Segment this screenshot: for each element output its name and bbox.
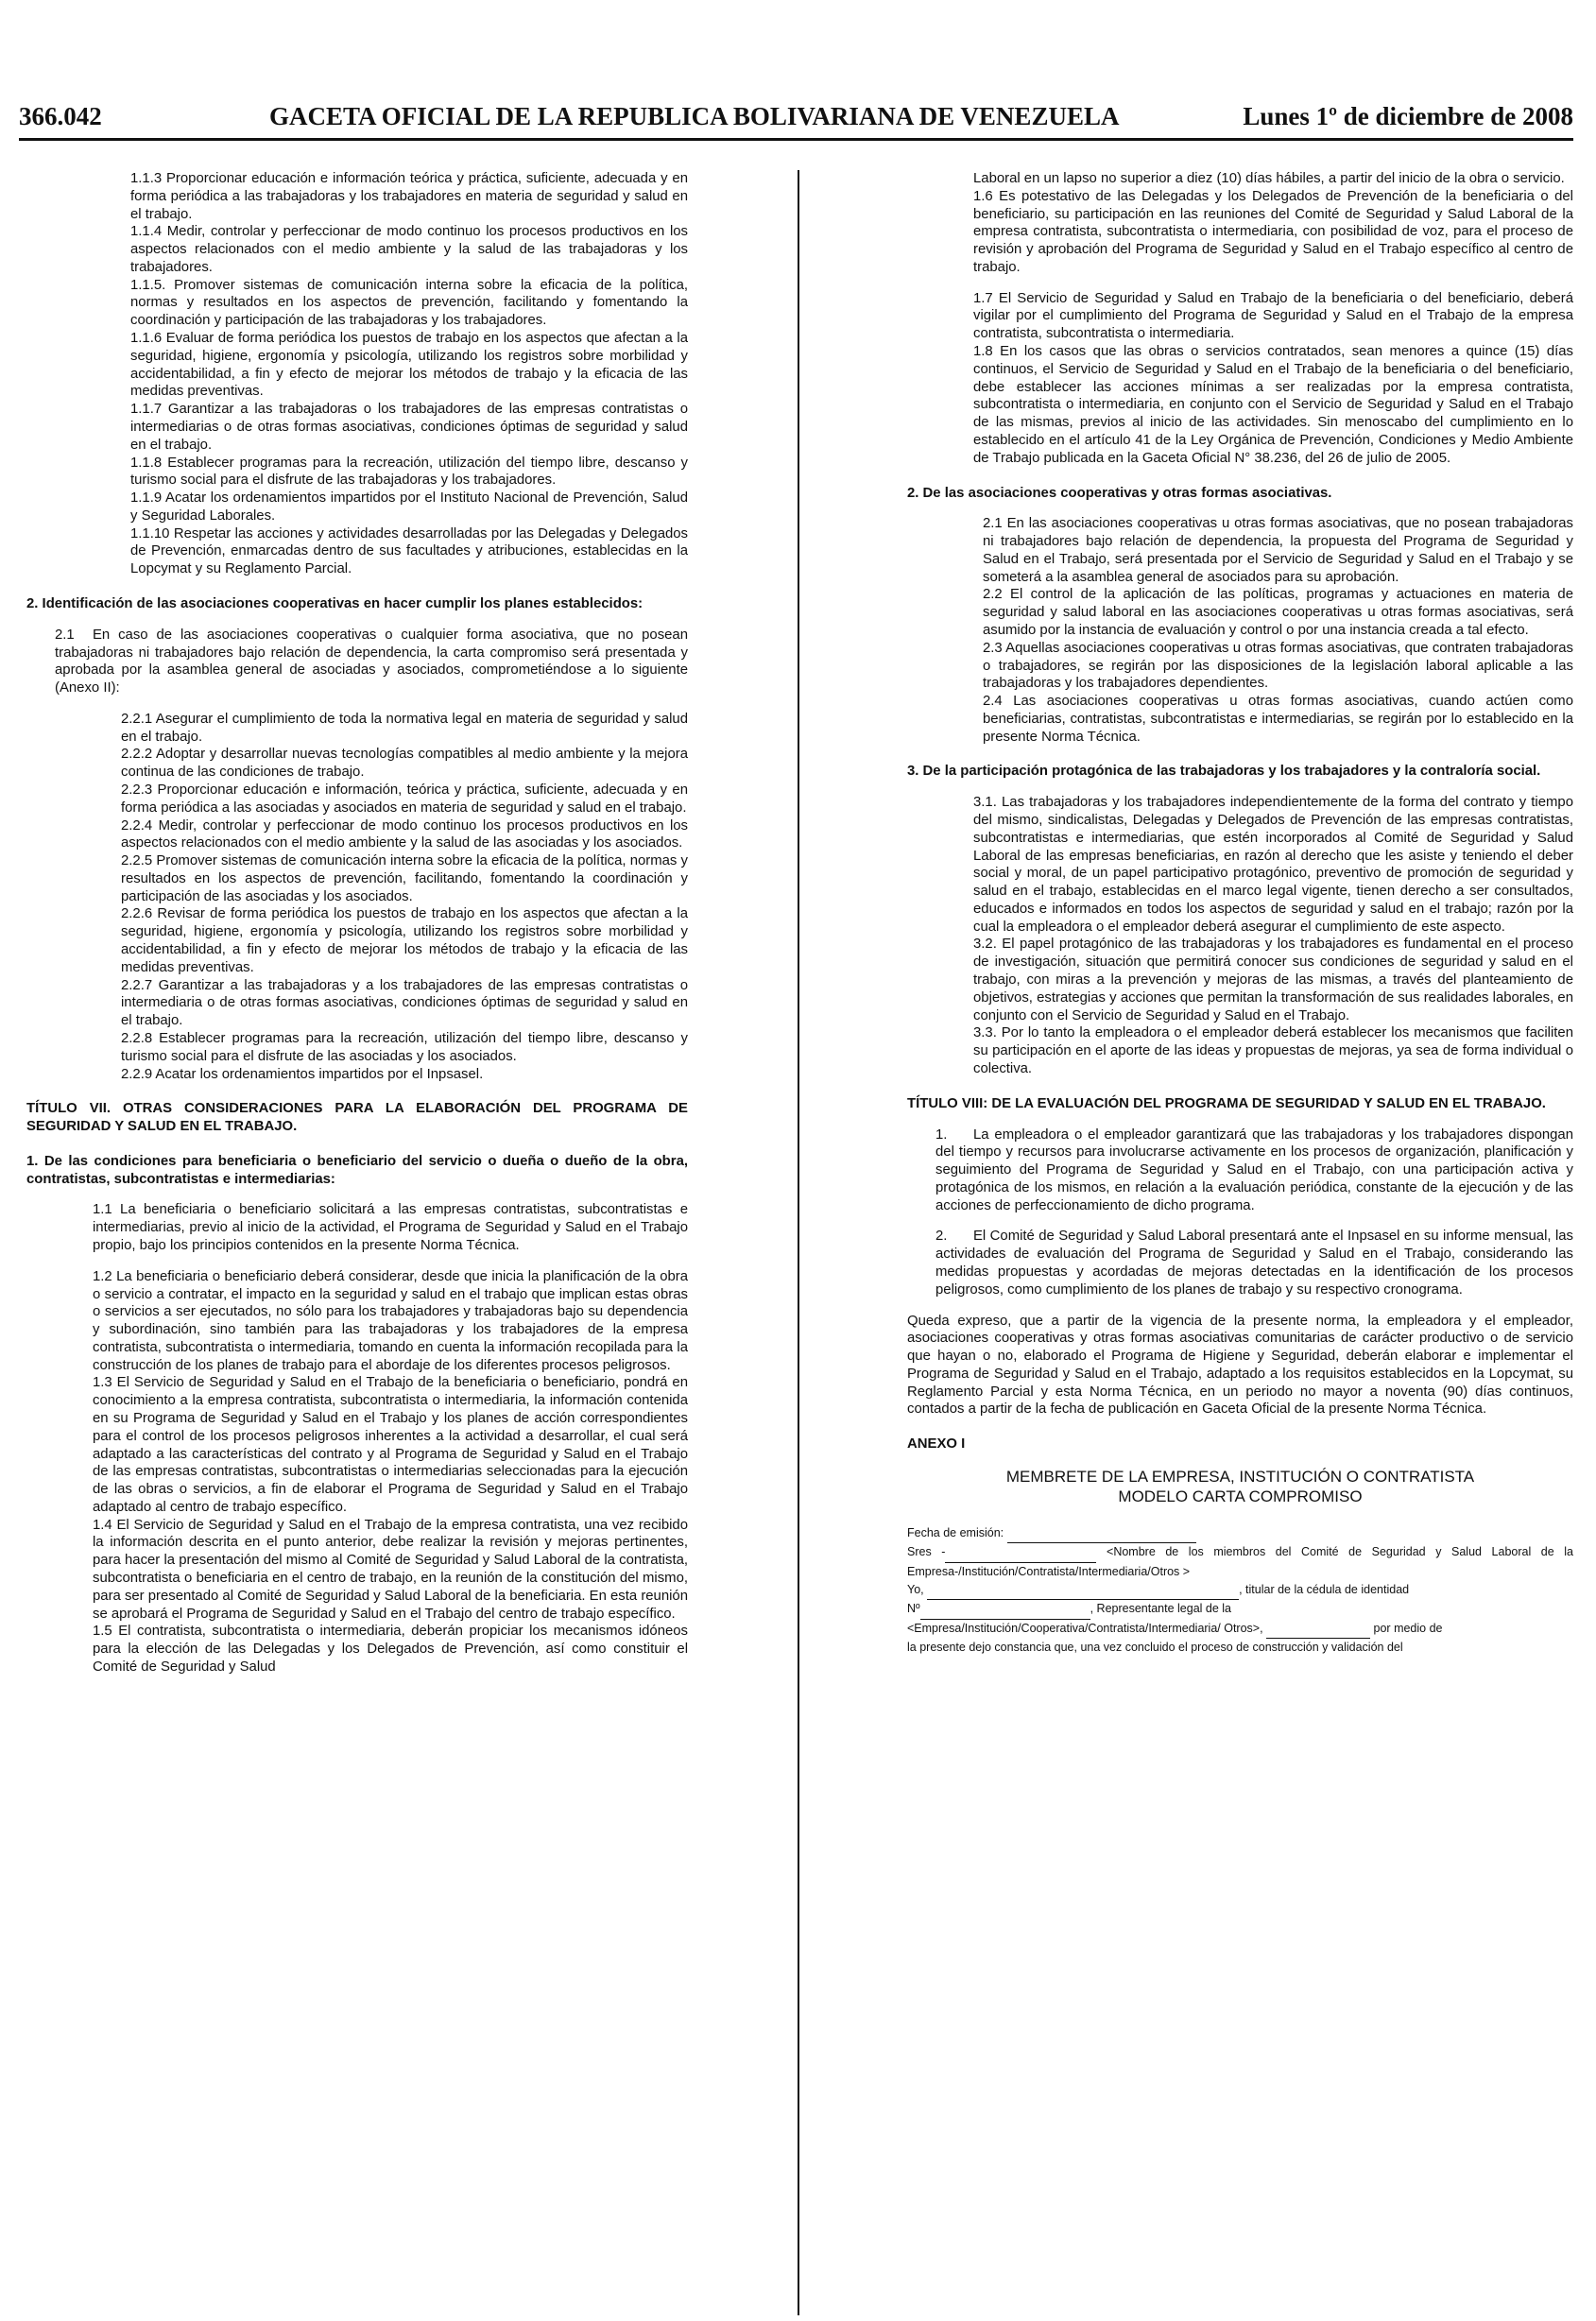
right-column [907,170,1573,1657]
paragraph-1-1-6: 1.1.6 Evaluar de forma periódica los puestos de trabajo en los aspectos que afectan a la seguridad, higiene, ergonomía y psicología, utilizando los registros sobre morbilidad y accidentabilidad, a fin y efecto de mejorar los métodos de trabajo y la eficacia de las medidas preventivas. [130,331,688,400]
section-2-heading: 2. Identificación de las asociaciones cooperativas en hacer cumplir los planes establecidos: [26,595,644,611]
title-vii-heading: TÍTULO VII. OTRAS CONSIDERACIONES PARA LA ELABORACIÓN DEL PROGRAMA DE SEGURIDAD Y SALUD EN EL TRABAJO. [26,1101,688,1135]
form-entity-row [907,1620,1573,1639]
form-by-means-label: por medio de [1373,1621,1443,1635]
paragraph-2-2-6: 2.2.6 Revisar de forma periódica los puestos de trabajo en los aspectos que afectan a la seguridad, higiene, ergonomía y psicología, utilizando los registros sobre morbilidad y accidentabilidad, a fin y efecto de mejorar los métodos de trabajo y la eficacia de las medidas preventivas. [121,906,688,975]
form-issue-date-label: Fecha de emisión: [907,1525,1004,1539]
paragraph-2-1 [26,627,688,697]
section-3-heading: 3. De la participación protagónica de las trabajadoras y los trabajadores y la contraloría social. [907,764,1541,780]
column-divider [798,170,799,2315]
section-2-right-heading: 2. De las asociaciones cooperativas y otras formas asociativas. [907,485,1332,501]
form-issue-date-row [907,1524,1573,1543]
paragraph-2-1-number: 2.1 [55,627,75,643]
paragraph-2-1-text: En caso de las asociaciones cooperativas o cualquier forma asociativa, que no posean trabajadoras ni trabajadores bajo relación de dependencia, la carta compromiso será presentada y aprobada por la asamblea general de asociadas y asociados, comprometiéndose a lo siguiente (Anexo II): [55,627,688,696]
form-entity-label: <Empresa/Institución/Cooperativa/Contratista/Intermediaria/ Otros>, [907,1621,1263,1635]
paragraph-1-3: 1.3 El Servicio de Seguridad y Salud en el Trabajo de la beneficiaria o beneficiario, pondrá en conocimiento a la empresa contratista, subcontratista o intermediaria, la información contenida en su Programa de Seguridad y Salud en el Trabajo y los planes de acción correspondientes para el control de los procesos peligrosos inherentes a la actividad a desarrollar, el cual será adaptado a las características del contrato y al Programa de Seguridad y Salud en el Trabajo de las empresas contratistas, subcontratistas o intermediarias seleccionadas para la ejecución de las obras o servicios, a fin de elaborar el Programa de Seguridad y Salud en el Trabajo adaptado al centro de trabajo específico. [93,1375,688,1515]
annex-heading: ANEXO I [907,1436,966,1453]
paragraph-1-2: 1.2 La beneficiaria o beneficiario deberá considerar, desde que inicia la planificación de la obra o servicio a contratar, el impacto en la seguridad y salud en el trabajo que implican estas obras o servicios a ser ejecutados, no sólo para los trabajadores y trabajadoras bajo su dependencia y subordinación, sino también para las trabajadoras y los trabajadores de la empresa contratista, subcontratista o intermediaria, tomando en cuenta la información recopilada para la construcción de los planes de trabajo para el abordaje de los diferentes procesos peligrosos. [93,1268,688,1373]
paragraph-1-5: 1.5 El contratista, subcontratista o intermediaria, deberán propiciar los mecanismos idóneos para la elección de las Delegadas y los Delegados de Prevención, así como constituir el Comité de Seguridad y Salud [93,1624,688,1675]
title-viii-heading: TÍTULO VIII: DE LA EVALUACIÓN DEL PROGRAMA DE SEGURIDAD Y SALUD EN EL TRABAJO. [907,1095,1546,1111]
header-rule [19,138,1573,141]
paragraph-3-1: 3.1. Las trabajadoras y los trabajadores independientemente de la forma del contrato y tiempo del mismo, sindicalistas, Delegadas y Delegados de Prevención de las empresas contratistas, subcontratistas e intermediarias, que estén incorporados al Comité de Seguridad y Salud Laboral de las empresas beneficiarias, en razón al derecho que les asiste y teniendo el deber social y moral, de un papel participativo protagónico, preventivo de promoción de seguridad y salud en el trabajo, establecidas en el marco legal vigente, tienen derecho a ser consultados, educados e informados en todos los aspectos de seguridad y salud en el trabajo; razón por la cual la empleadora o el empleador deberá asegurar el cumplimiento de este aspecto. [973,795,1573,935]
title-viii-item-2-text: El Comité de Seguridad y Salud Laboral presentará ante el Inpsasel en su informe mensual, las actividades de evaluación del Programa de Seguridad y Salud en el Trabajo, considerando las medidas propuestas y acordadas de mejoras detectadas en la identificación de los procesos peligrosos, como cumplimiento de los planes de trabajo y su respectivo cronograma. [935,1229,1573,1298]
page-number: 366.042 [19,102,102,130]
paragraph-2-2-2: 2.2.2 Adoptar y desarrollar nuevas tecnologías compatibles al medio ambiente y la mejora continua de las condiciones de trabajo. [121,747,688,781]
form-recipients-row [907,1543,1573,1581]
title-viii-item-1 [907,1126,1573,1215]
paragraph-1-7: 1.7 El Servicio de Seguridad y Salud en Trabajo de la beneficiaria o del beneficiario, deberá vigilar por el cumplimiento del Programa de Seguridad y Salud en el Trabajo de la empresa contratista, subcontratista o intermediaria. [973,290,1573,342]
left-column [26,170,688,1676]
title-viii-item-2-number: 2. [935,1229,948,1245]
form-recipients-text: <Nombre de los miembros del Comité de Seguridad y Salud Laboral de la Empresa-/Institución/Contratista/Intermediaria/Otros > [907,1545,1574,1578]
issue-date: Lunes 1º de diciembre de 2008 [1243,102,1573,130]
model-letter-caption: MODELO CARTA COMPROMISO [1118,1487,1363,1506]
paragraph-1-8: 1.8 En los casos que las obras o servicios contratados, sean menores a quince (15) días continuos, el Servicio de Seguridad y Salud en el Trabajo de la beneficiaria o del beneficiario, debe establecer las acciones mínimas a ser realizadas por la empresa contratista, subcontratista o intermediaria, en conjunto con el Servicio de Seguridad y Salud en el Trabajo de las mismas, previos al inicio de las actividades. Sin menoscabo del cumplimiento en lo establecido en el artículo 41 de la Ley Orgánica de Prevención, Condiciones y Medio Ambiente de Trabajo publicada en la Gaceta Oficial N° 38.236, del 26 de julio de 2005. [973,344,1573,466]
paragraph-1-1-5: 1.1.5. Promover sistemas de comunicación interna sobre la eficacia de la política, normas y resultados en los aspectos de prevención, facilitando y fomentando la coordinación y participación de las trabajadoras y los trabajadores. [130,277,688,329]
paragraph-2-2-3: 2.2.3 Proporcionar educación e información, teórica y práctica, suficiente, adecuada y en forma periódica a las asociadas y asociados en materia de seguridad y salud en el trabajo. [121,782,688,816]
paragraph-2-2-right: 2.2 El control de la aplicación de las políticas, programas y actuaciones en materia de seguridad y salud laboral en las asociaciones cooperativas u otras formas asociativas, será asumido por la instancia de evaluación y control o por una instancia creada a tal efecto. [983,587,1573,638]
form-name-row [907,1581,1573,1600]
form-id-row: Nº , Representante legal de la [907,1600,1573,1619]
form-entity-field[interactable] [1266,1620,1370,1639]
form-recipients-field[interactable] [945,1543,1096,1562]
paragraph-2-4-right: 2.4 Las asociaciones cooperativas u otras formas asociativas, cuando actúen como beneficiarias, contratistas, subcontratistas e intermediarias, se regirán por lo establecido en la presente Norma Técnica. [983,694,1573,745]
paragraph-1-1-3: 1.1.3 Proporcionar educación e información teórica y práctica, suficiente, adecuada y en forma periódica a las trabajadoras y los trabajadores en materia de seguridad y salud en el trabajo. [130,171,688,222]
page-header [19,102,1573,146]
gazette-title: GACETA OFICIAL DE LA REPUBLICA BOLIVARIANA DE VENEZUELA [269,102,1120,130]
commitment-form [907,1524,1573,1658]
form-number-label: Nº [907,1602,920,1616]
title-viii-item-1-text: La empleadora o el empleador garantizará que las trabajadoras y los trabajadores dispongan del tiempo y recursos para involucrarse activamente en los procesos de organización, planificación y seguimiento del Programa de Seguridad y Salud en el Trabajo, con una participación activa y protagónica de los mismos, en relación a la evaluación periódica, constante de la ejecución y de las acciones de perfeccionamiento de dicho programa. [935,1126,1573,1213]
section-1-heading: 1. De las condiciones para beneficiaria o beneficiario del servicio o dueña o dueño de la obra, contratistas, subcontratistas e intermediarias: [26,1153,688,1187]
paragraph-2-2-1: 2.2.1 Asegurar el cumplimiento de toda la normativa legal en materia de seguridad y salud en el trabajo. [121,711,688,745]
paragraph-1-4: 1.4 El Servicio de Seguridad y Salud en el Trabajo de la empresa contratista, una vez recibido la información descrita en el punto anterior, debe realizar la revisión y mejoras pertinentes, para hacer la presentación del mismo al Comité de Seguridad y Salud Laboral de la contratista, subcontratista o beneficiaria en el centro de trabajo, en la reunión de la constitución del mismo, para ser presentado al Comité de Seguridad y Salud Laboral de la beneficiaria. En esta reunión se aprobará el Programa de Seguridad y Salud en el Trabajo del centro de trabajo específico. [93,1517,688,1622]
form-number-field[interactable] [920,1600,1090,1619]
paragraph-2-1-right: 2.1 En las asociaciones cooperativas u otras formas asociativas, que no posean trabajadoras ni trabajadores bajo relación de dependencia, la propuesta del Programa de Seguridad y Salud en el Trabajo, será presentada por el Servicio de Seguridad y Salud en el Trabajo y se someterá a la asamblea general de asociados para su aprobación. [983,516,1573,585]
paragraph-2-2-5: 2.2.5 Promover sistemas de comunicación interna sobre la eficacia de la política, normas y resultados en los aspectos de prevención, facilitando, fomentando la coordinación y participación de las asociadas y los asociados. [121,853,688,904]
paragraph-2-2-4: 2.2.4 Medir, controlar y perfeccionar de modo continuo los procesos productivos en los aspectos relacionados con el medio ambiente y la salud de las asociadas y los asociados. [121,817,688,851]
form-name-field[interactable] [927,1581,1239,1600]
paragraph-1-1: 1.1 La beneficiaria o beneficiario solicitará a las empresas contratistas, subcontratistas e intermediarias, previo al inicio de la actividad, el Programa de Seguridad y Salud en el Trabajo propio, bajo los principios contenidos en la presente Norma Técnica. [93,1202,688,1253]
paragraph-3-3: 3.3. Por lo tanto la empleadora o el empleador deberá establecer los mecanismos que faciliten su participación en el aporte de las ideas y propuestas de mejoras, ya sea de forma individual o colectiva. [973,1025,1573,1076]
paragraph-1-1-8: 1.1.8 Establecer programas para la recreación, utilización del tiempo libre, descanso y turismo social para el disfrute de las trabajadoras y los trabajadores. [130,455,688,489]
form-id-label: , titular de la cédula de identidad [1239,1582,1410,1596]
paragraph-2-2-8: 2.2.8 Establecer programas para la recreación, utilización del tiempo libre, descanso y turismo social para el disfrute de las asociadas y los asociados. [121,1030,688,1064]
paragraph-1-1-10: 1.1.10 Respetar las acciones y actividades desarrolladas por las Delegadas y Delegados de Prevención, enmarcadas dentro de sus facultades y atribuciones, establecidas en la Lopcymat y su Reglamento Parcial. [130,525,688,577]
form-representative-label: Representante legal de la [1096,1602,1232,1616]
paragraph-1-1-7: 1.1.7 Garantizar a las trabajadoras o los trabajadores de las empresas contratistas o intermediarias o de otras formas asociativas, condiciones óptimas de seguridad y salud en el trabajo. [130,402,688,453]
closing-paragraph: Queda expreso, que a partir de la vigencia de la presente norma, la empleadora y el empleador, asociaciones cooperativas y otras formas asociativas comunitarias de carácter productivo o de servicio que hayan o no, elaborado el Programa de Higiene y Seguridad, deberán elaborar e implementar el Programa de Seguridad y Salud en el Trabajo, adaptado a los requisitos establecidos en la Lopcymat, su Reglamento Parcial y esta Norma Técnica, en un periodo no mayor a noventa (90) días continuos, contados a partir de la fecha de publicación en Gaceta Oficial de la presente Norma Técnica. [907,1313,1573,1418]
title-viii-item-1-number: 1. [935,1126,948,1143]
letterhead-caption: MEMBRETE DE LA EMPRESA, INSTITUCIÓN O CONTRATISTA [1005,1468,1475,1486]
form-recipients-label: Sres - [907,1545,946,1559]
paragraph-1-5-continued: Laboral en un lapso no superior a diez (10) días hábiles, a partir del inicio de la obra o servicio. [973,171,1565,186]
paragraph-2-2-9: 2.2.9 Acatar los ordenamientos impartidos por el Inpsasel. [121,1066,484,1082]
paragraph-3-2: 3.2. El papel protagónico de las trabajadoras y los trabajadores es fundamental en el proceso de investigación, situación que permitirá conocer sus condiciones de seguridad y salud en el trabajo, con miras a la prevención y mejoras de las mismas, a través del planteamiento de objetivos, estrategias y acciones que permitan la transformación de sus realidades laborales, en conjunto con el Servicio de Seguridad y Salud en el Trabajo. [973,937,1573,1023]
form-name-label: Yo, [907,1582,924,1596]
form-issue-date-field[interactable] [1007,1524,1196,1543]
paragraph-1-6: 1.6 Es potestativo de las Delegadas y los Delegados de Prevención de la beneficiaria o del beneficiario, su participación en las reuniones del Comité de Seguridad y Salud Laboral de la empresa contratista, subcontratista o intermediaria, con posibilidad de voz, para el proceso de revisión y aprobación del Programa de Seguridad y Salud en el Trabajo específico al centro de trabajo. [973,188,1573,275]
title-viii-item-2 [907,1228,1573,1298]
paragraph-1-1-9: 1.1.9 Acatar los ordenamientos impartidos por el Instituto Nacional de Prevención, Salud y Seguridad Laborales. [130,490,688,524]
paragraph-2-3-right: 2.3 Aquellas asociaciones cooperativas u otras formas asociativas, que contraten trabajadoras o trabajadores, se regirán por las disposiciones de la legislación laboral aplicable a las trabajadoras y los trabajadores dependientes. [983,640,1573,692]
form-last-line: la presente dejo constancia que, una vez concluido el proceso de construcción y validación del [907,1641,1403,1655]
paragraph-1-1-4: 1.1.4 Medir, controlar y perfeccionar de modo continuo los procesos productivos en los aspectos relacionados con el medio ambiente y la salud de las trabajadoras y los trabajadores. [130,224,688,275]
paragraph-2-2-7: 2.2.7 Garantizar a las trabajadoras y a los trabajadores de las empresas contratistas o intermediaria o de otras formas asociativas, condiciones óptimas de seguridad y salud en el trabajo. [121,977,688,1029]
